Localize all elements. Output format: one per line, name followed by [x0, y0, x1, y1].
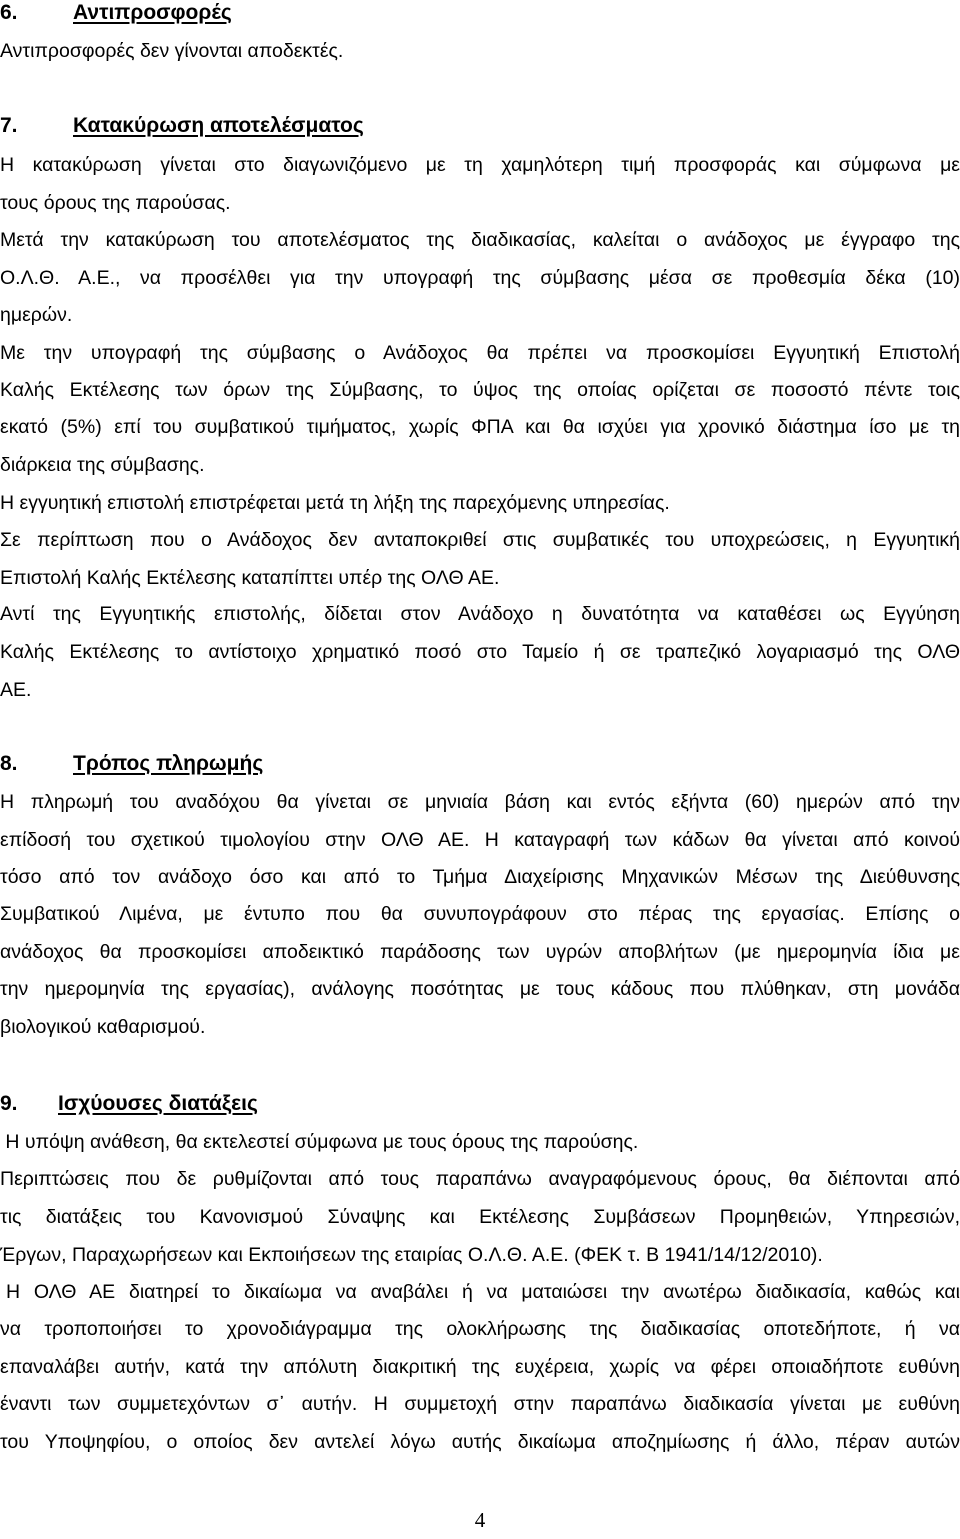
text-line: να τροποποιήσει το χρονοδιάγραμμα της ολοκλήρωσης της διαδικασίας οποτεδήποτε, ή να	[0, 1318, 960, 1340]
section-number: 9.	[0, 1092, 18, 1115]
text-line: Συμβατικού Λιμένα, με έντυπο που θα συνυπογράφουν στο πέρας της εργασίας. Επίσης ο	[0, 903, 960, 925]
text-line: του Υποψηφίου, ο οποίος δεν αντελεί λόγω αυτής δικαίωμα αποζημίωσης ή άλλο, πέραν αυτών	[0, 1431, 960, 1453]
text-line: τους όρους της παρούσας.	[0, 192, 231, 214]
text-line: την ημερομηνία της εργασίας), ανάλογης ποσότητας με τους κάδους που πλύθηκαν, στη μονάδα	[0, 978, 960, 1000]
text-line: Καλής Εκτέλεσης το αντίστοιχο χρηματικό ποσό στο Ταμείο ή σε τραπεζικό λογαριασμό της ΟΛΘ	[0, 641, 960, 663]
text-line: Η πληρωμή του αναδόχου θα γίνεται σε μηνιαία βάση και εντός εξήντα (60) ημερών από την	[0, 791, 960, 813]
text-line: Η κατακύρωση γίνεται στο διαγωνιζόμενο με τη χαμηλότερη τιμή προσφοράς και σύμφωνα με	[0, 154, 960, 176]
text-line: Επιστολή Καλής Εκτέλεσης καταπίπτει υπέρ της ΟΛΘ ΑΕ.	[0, 567, 500, 589]
text-line: Περιπτώσεις που δε ρυθμίζονται από τους παραπάνω αναγραφόμενους όρους, θα διέπονται από	[0, 1168, 960, 1190]
text-line: ανάδοχος θα προσκομίσει αποδεικτικό παράδοσης των υγρών αποβλήτων (με ημερομηνία ίδια με	[0, 941, 960, 963]
text-line: Καλής Εκτέλεσης των όρων της Σύμβασης, το ύψος της οποίας ορίζεται σε ποσοστό πέντε τοις	[0, 379, 960, 401]
section-number: 7.	[0, 114, 18, 137]
section-title: Τρόπος πληρωμής	[73, 752, 264, 775]
text-line: Η υπόψη ανάθεση, θα εκτελεστεί σύμφωνα με τους όρους της παρούσης.	[0, 1131, 639, 1153]
text-line: Η εγγυητική επιστολή επιστρέφεται μετά τη λήξη της παρεχόμενης υπηρεσίας.	[0, 492, 670, 514]
section-title: Ισχύουσες διατάξεις	[58, 1092, 258, 1115]
text-line: έναντι των συμμετεχόντων σ᾽ αυτήν. Η συμμετοχή στην παραπάνω διαδικασία γίνεται με ευθύνη	[0, 1393, 960, 1415]
text-line: Σε περίπτωση που ο Ανάδοχος δεν ανταποκριθεί στις συμβατικές του υποχρεώσεις, η Εγγυητική	[0, 529, 960, 551]
text-line: ΑΕ.	[0, 679, 32, 701]
section-number: 6.	[0, 1, 18, 24]
page-number: 4	[474, 1508, 486, 1532]
text-line: Αντιπροσφορές δεν γίνονται αποδεκτές.	[0, 40, 344, 62]
section-title: Αντιπροσφορές	[73, 1, 232, 24]
text-line: Αντί της Εγγυητικής επιστολής, δίδεται στον Ανάδοχο η δυνατότητα να καταθέσει ως Εγγύηση	[0, 603, 960, 625]
text-line: επίδοσή του σχετικού τιμολογίου στην ΟΛΘ ΑΕ. Η καταγραφή των κάδων θα γίνεται από κοινού	[0, 829, 960, 851]
section-title: Κατακύρωση αποτελέσματος	[73, 114, 364, 137]
text-line: ημερών.	[0, 304, 73, 326]
text-line: Με την υπογραφή της σύμβασης ο Ανάδοχος θα πρέπει να προσκομίσει Εγγυητική Επιστολή	[0, 342, 960, 364]
text-line: Η ΟΛΘ ΑΕ διατηρεί το δικαίωμα να αναβάλει ή να ματαιώσει την ανωτέρω διαδικασία, καθώς και	[6, 1281, 960, 1303]
section-number: 8.	[0, 752, 18, 775]
text-line: διάρκεια της σύμβασης.	[0, 454, 205, 476]
text-line: Έργων, Παραχωρήσεων και Εκποιήσεων της εταιρίας Ο.Λ.Θ. Α.Ε. (ΦΕΚ τ. Β 1941/14/12/2010).	[0, 1244, 823, 1266]
text-line: επαναλάβει αυτήν, κατά την απόλυτη διακριτική της ευχέρεια, χωρίς να φέρει οποιαδήποτε ευθύνη	[0, 1356, 960, 1378]
text-line: βιολογικού καθαρισμού.	[0, 1016, 206, 1038]
text-line: Μετά την κατακύρωση του αποτελέσματος της διαδικασίας, καλείται ο ανάδοχος με έγγραφο της	[0, 229, 960, 251]
text-line: εκατό (5%) επί του συμβατικού τιμήματος, χωρίς ΦΠΑ και θα ισχύει για χρονικό διάστημα ίσο με τη	[0, 416, 960, 438]
text-line: Ο.Λ.Θ. Α.Ε., να προσέλθει για την υπογραφή της σύμβασης μέσα σε προθεσμία δέκα (10)	[0, 267, 960, 289]
text-line: τις διατάξεις του Κανονισμού Σύναψης και Εκτέλεσης Συμβάσεων Προμηθειών, Υπηρεσιών,	[0, 1206, 960, 1228]
text-line: τόσο από τον ανάδοχο όσο και από το Τμήμα Διαχείρισης Μηχανικών Μέσων της Διεύθυνσης	[0, 866, 960, 888]
